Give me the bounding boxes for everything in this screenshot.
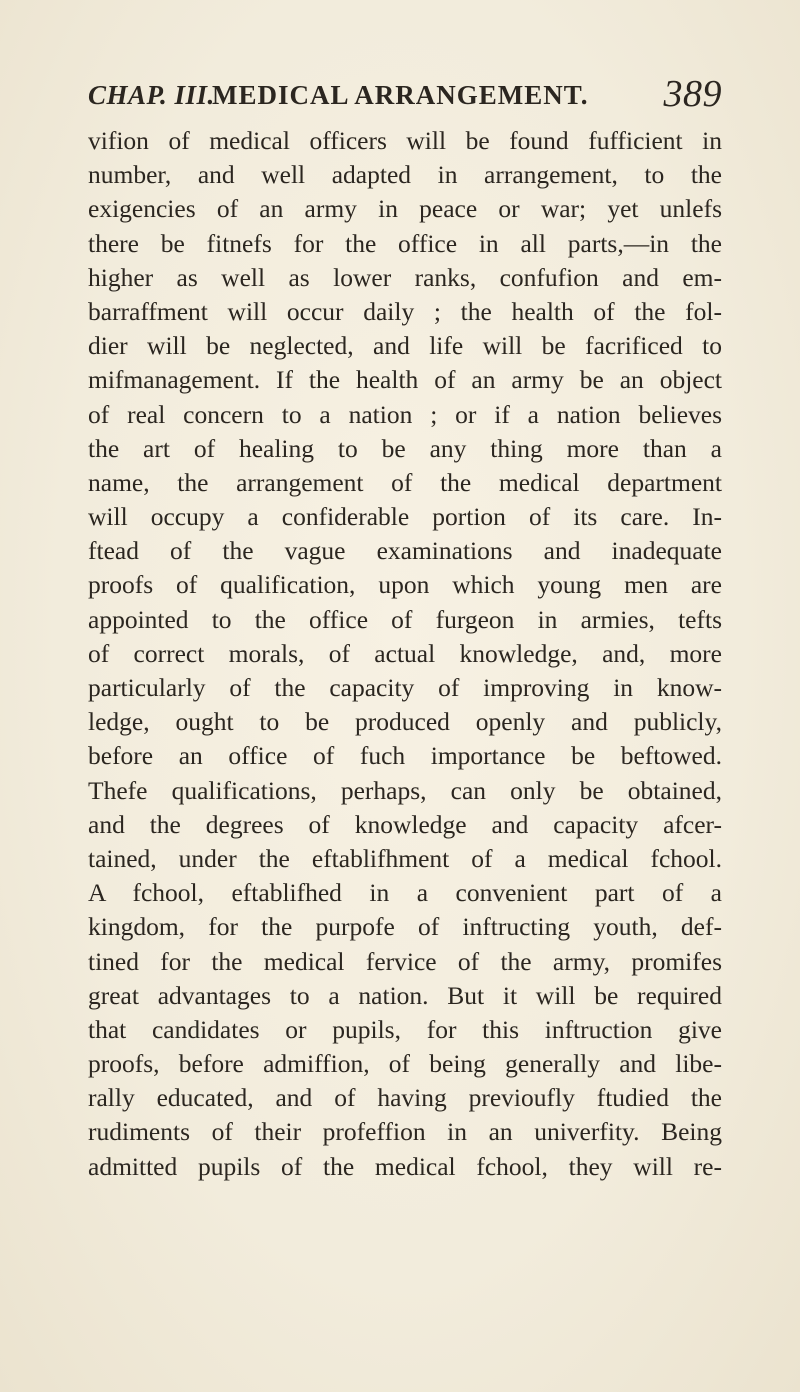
text-line: tined for the medical fervice of the army, promifes <box>88 946 722 976</box>
text-line: higher as well as lower ranks, confufion and em- <box>88 262 722 292</box>
running-head <box>88 74 722 120</box>
text-line: ftead of the vague examinations and inadequate <box>88 536 722 566</box>
text-line: A fchool, eftablifhed in a convenient part of a <box>88 878 722 908</box>
text-line: proofs, before admiffion, of being generally and libe- <box>88 1049 722 1079</box>
text-line: Thefe qualifications, perhaps, can only be obtained, <box>88 775 722 805</box>
text-line: rally educated, and of having previoufly ftudied the <box>88 1083 722 1113</box>
text-line: and the degrees of knowledge and capacity afcer- <box>88 809 722 839</box>
text-line: barraffment will occur daily ; the health of the fol- <box>88 296 722 326</box>
text-line: great advantages to a nation. But it will be required <box>88 980 722 1010</box>
text-line: tained, under the eftablifhment of a medical fchool. <box>88 843 722 873</box>
text-line: exigencies of an army in peace or war; yet unlefs <box>88 194 722 224</box>
text-line: the art of healing to be any thing more than a <box>88 433 722 463</box>
text-line: mifmanagement. If the health of an army be an object <box>88 365 722 395</box>
text-line: name, the arrangement of the medical department <box>88 467 722 497</box>
body-text <box>88 124 722 1184</box>
text-line: before an office of fuch importance be beftowed. <box>88 741 722 771</box>
text-line: proofs of qualification, upon which young men are <box>88 570 722 600</box>
running-title: MEDICAL ARRANGEMENT. <box>212 80 589 110</box>
text-line: number, and well adapted in arrangement, to the <box>88 160 722 190</box>
text-line: rudiments of their profeffion in an univerfity. Being <box>88 1117 722 1147</box>
text-line: appointed to the office of furgeon in armies, tefts <box>88 604 722 634</box>
text-line: particularly of the capacity of improving in know- <box>88 673 722 702</box>
text-line: admitted pupils of the medical fchool, they will re- <box>88 1151 722 1181</box>
page-number: 389 <box>663 73 722 115</box>
text-line: of correct morals, of actual knowledge, and, more <box>88 638 722 668</box>
text-line: kingdom, for the purpofe of inftructing youth, def- <box>88 912 722 942</box>
text-line: that candidates or pupils, for this inftruction give <box>88 1014 722 1044</box>
text-line: will occupy a confiderable portion of its care. In- <box>88 502 722 532</box>
text-line: of real concern to a nation ; or if a nation believes <box>88 399 722 429</box>
text-line: there be fitnefs for the office in all parts,—in the <box>88 228 722 258</box>
text-line: ledge, ought to be produced openly and publicly, <box>88 707 722 737</box>
text-line: vifion of medical officers will be found fufficient in <box>88 126 722 155</box>
text-line: dier will be neglected, and life will be facrificed to <box>88 331 722 361</box>
chapter-label: CHAP. III. <box>88 80 215 110</box>
